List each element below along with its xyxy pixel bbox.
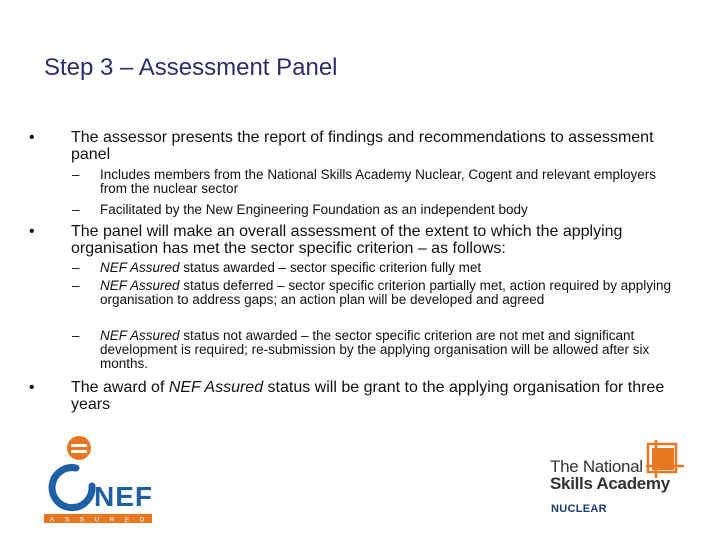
sub-bullet-text: NEF Assured status awarded – sector specific criterion fully met <box>100 260 482 275</box>
bullet-text: The panel will make an overall assessment of the extent to which the applying organisation has met the sector specific criterion – as follows: <box>71 223 623 257</box>
bullet-marker: • <box>29 379 35 396</box>
sub-bullet-item <box>72 261 672 275</box>
nsa-wordmark <box>550 458 670 492</box>
dash-marker: – <box>72 202 80 217</box>
nef-assured-emphasis: NEF Assured <box>100 328 180 343</box>
nef-tagline: ASSURED <box>50 516 155 524</box>
bullet-marker: • <box>29 129 35 146</box>
nef-assured-emphasis: NEF Assured <box>168 379 264 396</box>
sub-bullet-item <box>72 329 672 371</box>
bullet-marker: • <box>29 223 35 240</box>
sub-bullet-text: NEF Assured status deferred – sector specific criterion partially met, action required by applying organisation to address gaps; an action plan will be developed and agreed <box>100 278 672 307</box>
nsa-nuclear-label: NUCLEAR <box>551 503 607 515</box>
bullet-item <box>29 379 679 413</box>
nef-logo-graphic <box>36 434 156 526</box>
nef-bar-top <box>71 444 87 447</box>
bullet-item <box>29 223 679 257</box>
sub-bullet-text: Includes members from the National Skills Academy Nuclear, Cogent and relevant employers from the nuclear sector <box>100 167 657 196</box>
sub-bullet-item <box>72 279 672 307</box>
nsa-nuclear-logo <box>550 440 700 520</box>
sub-bullet-text: NEF Assured status not awarded – the sector specific criterion are not met and significant development is required; re-submission by the applying organisation will be allowed after six months. <box>100 328 650 371</box>
nef-bar-bottom <box>71 450 87 453</box>
nef-assured-logo <box>36 434 156 531</box>
nef-assured-emphasis: NEF Assured <box>100 278 180 293</box>
sub-bullet-item <box>72 168 672 196</box>
dash-marker: – <box>72 167 80 182</box>
bullet-item <box>29 129 679 163</box>
nsa-line2: Skills Academy <box>550 474 670 493</box>
nef-ring-center <box>57 481 75 499</box>
bullet-text: The assessor presents the report of findings and recommendations to assessment panel <box>71 129 654 163</box>
dash-marker: – <box>72 328 80 343</box>
bullet-text: The award of NEF Assured status will be grant to the applying organisation for three years <box>71 379 665 413</box>
nef-assured-emphasis: NEF Assured <box>100 260 180 275</box>
nsa-line1: The National <box>550 457 643 476</box>
nef-wordmark: NEF <box>94 481 153 512</box>
dash-marker: – <box>72 260 80 275</box>
dash-marker: – <box>72 278 80 293</box>
nef-orange-circle <box>67 436 91 460</box>
sub-bullet-item <box>72 203 672 217</box>
sub-bullet-text: Facilitated by the New Engineering Foundation as an independent body <box>100 202 528 217</box>
slide-title: Step 3 – Assessment Panel <box>44 54 338 81</box>
